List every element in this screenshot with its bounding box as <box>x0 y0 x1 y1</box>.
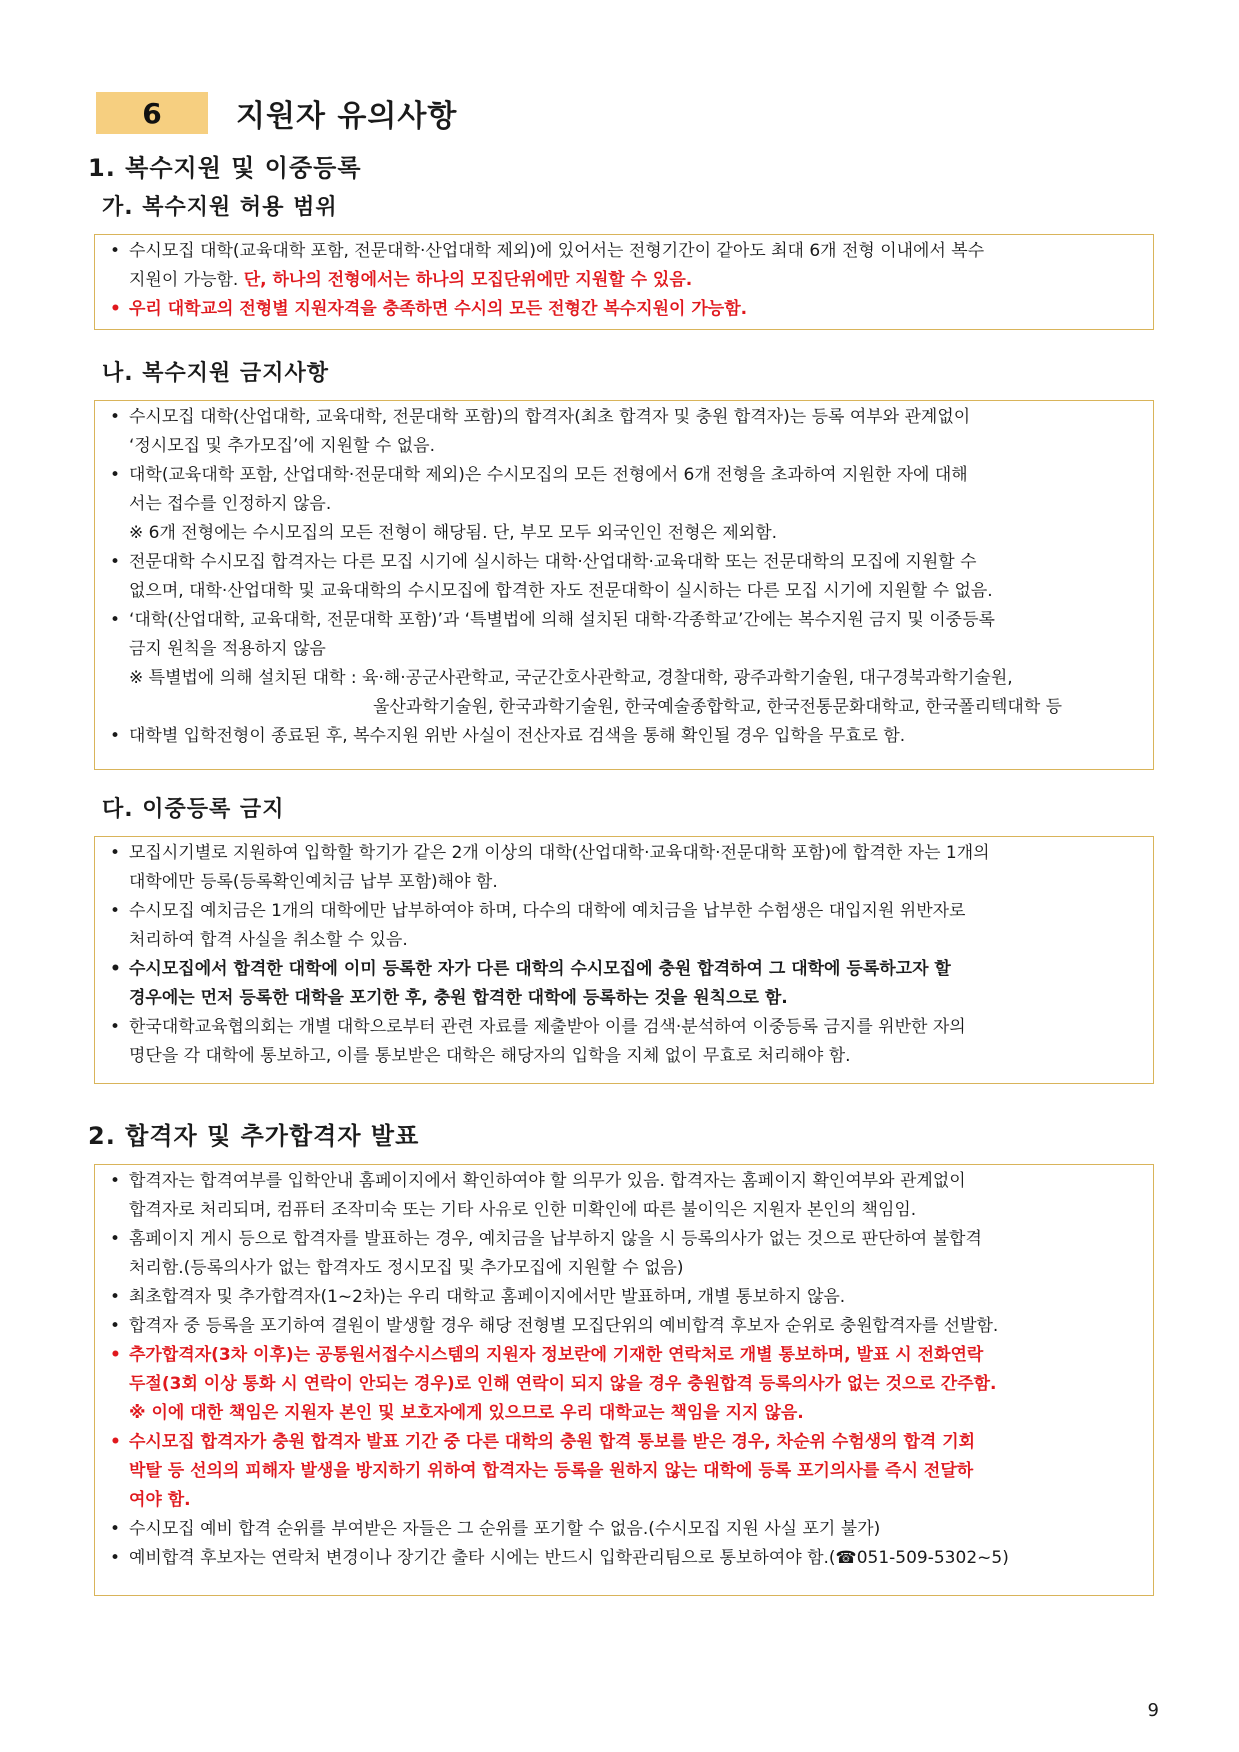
list-item: • 수시모집 예치금은 1개의 대학에만 납부하여야 하며, 다수의 대학에 예치금을 납부한 수험생은 대입지원 위반자로 처리하여 합격 사실을 취소할 수 있음. <box>107 897 1141 955</box>
item-emphasis: 단, 하나의 전형에서는 하나의 모집단위에만 지원할 수 있음. <box>243 270 693 290</box>
list-item: • 수시모집 예비 합격 순위를 부여받은 자들은 그 순위를 포기할 수 없음.(수시모집 지원 사실 포기 불가) <box>107 1515 1141 1544</box>
list-item: • 한국대학교육협의회는 개별 대학으로부터 관련 자료를 제출받아 이를 검색·분석하여 이중등록 금지를 위반한 자의 명단을 각 대학에 통보하고, 이를 통보받은 대학은 해당자의 입학을 지체 없이 무효로 처리해야 함. <box>107 1013 1141 1071</box>
section2-title: 2. 합격자 및 추가합격자 발표 <box>88 1122 420 1150</box>
note-continuation: 울산과학기술원, 한국과학기술원, 한국예술종합학교, 한국전통문화대학교, 한국폴리텍대학 등 <box>373 697 1063 717</box>
page-number: 9 <box>1147 1700 1159 1721</box>
note-item: ※ 이에 대한 책임은 지원자 본인 및 보호자에게 있으므로 우리 대학교는 책임을 지지 않음. <box>129 1403 804 1423</box>
list-item: • ‘대학(산업대학, 교육대학, 전문대학 포함)’과 ‘특별법에 의해 설치된 대학·각종학교’간에는 복수지원 금지 및 이중등록 금지 원칙을 적용하지 않음 <box>107 606 1141 664</box>
list-item: • 최초합격자 및 추가합격자(1~2차)는 우리 대학교 홈페이지에서만 발표하며, 개별 통보하지 않음. <box>107 1283 1141 1312</box>
section1-title: 1. 복수지원 및 이중등록 <box>88 154 362 182</box>
box-admission-announcement <box>94 1164 1154 1596</box>
list-item: • 수시모집에서 합격한 대학에 이미 등록한 자가 다른 대학의 수시모집에 충원 합격하여 그 대학에 등록하고자 할 경우에는 먼저 등록한 대학을 포기한 후, 충원 합격한 대학에 등록하는 것을 원칙으로 함. <box>107 955 1141 1013</box>
list-item: • 대학(교육대학 포함, 산업대학·전문대학 제외)은 수시모집의 모든 전형에서 6개 전형을 초과하여 지원한 자에 대해 서는 접수를 인정하지 않음. <box>107 461 1141 519</box>
chapter-header <box>96 90 457 136</box>
item-text: 수시모집 대학(교육대학 포함, 전문대학·산업대학 제외)에 있어서는 전형기간이 같아도 최대 6개 전형 이내에서 복수 지원이 가능함. <box>129 241 985 290</box>
section1-sub-c-title: 다. 이중등록 금지 <box>102 797 285 822</box>
box-multiple-application-prohibition <box>94 400 1154 770</box>
box-double-registration-prohibition <box>94 836 1154 1084</box>
note-item: ※ 6개 전형에는 수시모집의 모든 전형이 해당됨. 단, 부모 모두 외국인인 전형은 제외함. <box>129 523 778 543</box>
list-item: • 수시모집 대학(산업대학, 교육대학, 전문대학 포함)의 합격자(최초 합격자 및 충원 합격자)는 등록 여부와 관계없이 ‘정시모집 및 추가모집’에 지원할 수 없음. <box>107 403 1141 461</box>
section1-sub-a-title: 가. 복수지원 허용 범위 <box>102 195 338 220</box>
note-item: ※ 특별법에 의해 설치된 대학 : 육·해·공군사관학교, 국군간호사관학교, 경찰대학, 광주과학기술원, 대구경북과학기술원, <box>129 668 1013 688</box>
list-item: • 전문대학 수시모집 합격자는 다른 모집 시기에 실시하는 대학·산업대학·교육대학 또는 전문대학의 모집에 지원할 수 없으며, 대학·산업대학 및 교육대학의 수시모집에 합격한 자도 전문대학이 실시하는 다른 모집 시기에 지원할 수 없음. <box>107 548 1141 606</box>
chapter-title: 지원자 유의사항 <box>236 99 458 134</box>
list-item: • 예비합격 후보자는 연락처 변경이나 장기간 출타 시에는 반드시 입학관리팀으로 통보하여야 함.(☎051-509-5302~5) <box>107 1544 1141 1573</box>
list-item: • 우리 대학교의 전형별 지원자격을 충족하면 수시의 모든 전형간 복수지원이 가능함. <box>107 295 1141 324</box>
section1-sub-b-title: 나. 복수지원 금지사항 <box>102 361 329 386</box>
list-item: • 합격자는 합격여부를 입학안내 홈페이지에서 확인하여야 할 의무가 있음. 합격자는 홈페이지 확인여부와 관계없이 합격자로 처리되며, 컴퓨터 조작미숙 또는 기타 사유로 인한 미확인에 따른 불이익은 지원자 본인의 책임임. <box>107 1167 1141 1225</box>
list-item: • 모집시기별로 지원하여 입학할 학기가 같은 2개 이상의 대학(산업대학·교육대학·전문대학 포함)에 합격한 자는 1개의 대학에만 등록(등록확인예치금 납부 포함)해야 함. <box>107 839 1141 897</box>
chapter-number: 6 <box>96 92 208 134</box>
list-item: • 수시모집 합격자가 충원 합격자 발표 기간 중 다른 대학의 충원 합격 통보를 받은 경우, 차순위 수험생의 합격 기회 박탈 등 선의의 피해자 발생을 방지하기 위하여 합격자는 등록을 원하지 않는 대학에 등록 포기의사를 즉시 전달하 여야 함. <box>107 1428 1141 1515</box>
list-item: • 홈페이지 게시 등으로 합격자를 발표하는 경우, 예치금을 납부하지 않을 시 등록의사가 없는 것으로 판단하여 불합격 처리함.(등록의사가 없는 합격자도 정시모집 및 추가모집에 지원할 수 없음) <box>107 1225 1141 1283</box>
list-item <box>107 237 1141 295</box>
list-item: • 대학별 입학전형이 종료된 후, 복수지원 위반 사실이 전산자료 검색을 통해 확인될 경우 입학을 무효로 함. <box>107 722 1141 751</box>
box-multiple-application-scope <box>94 234 1154 330</box>
list-item: • 추가합격자(3차 이후)는 공통원서접수시스템의 지원자 정보란에 기재한 연락처로 개별 통보하며, 발표 시 전화연락 두절(3회 이상 통화 시 연락이 안되는 경우)로 인해 연락이 되지 않을 경우 충원합격 등록의사가 없는 것으로 간주함. <box>107 1341 1141 1399</box>
list-item: • 합격자 중 등록을 포기하여 결원이 발생할 경우 해당 전형별 모집단위의 예비합격 후보자 순위로 충원합격자를 선발함. <box>107 1312 1141 1341</box>
